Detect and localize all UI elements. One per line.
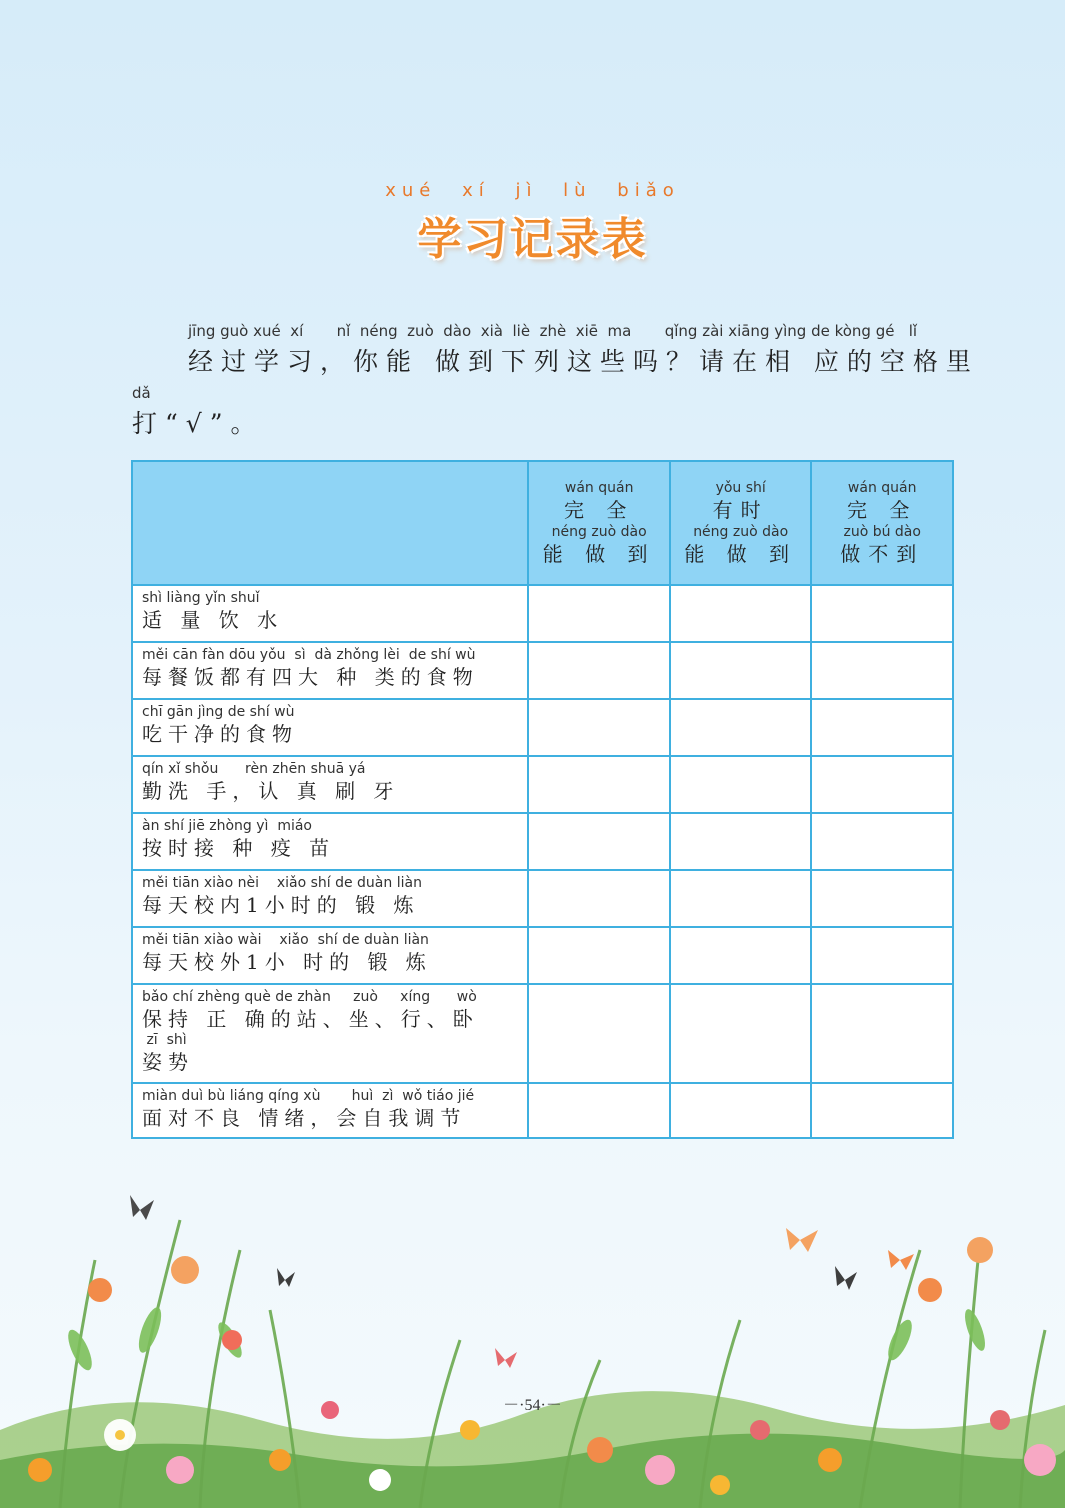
check-cell[interactable] [528,642,670,699]
check-cell[interactable] [670,756,812,813]
instruction-pinyin-1: jīng guò xué xí nǐ néng zuò dào xià liè zhè xiē ma qǐng zài xiāng yìng de kòng gé lǐ [188,322,918,340]
check-cell[interactable] [670,870,812,927]
instruction-text-1: 经过学习，你能 做到下列这些吗？请在相 应的空格里 [188,347,979,376]
check-cell[interactable] [811,984,953,1083]
row-label: měi tiān xiào wài xiǎo shí de duàn liàn 每天校外1小 时的 锻 炼 [132,927,528,984]
row-label: chī gān jìng de shí wù 吃干净的食物 [132,699,528,756]
page-title: 学习记录表 [417,214,648,265]
page-title-block [0,180,1065,267]
check-cell[interactable] [670,813,812,870]
row-label: měi cān fàn dōu yǒu sì dà zhǒng lèi de shí wù 每餐饭都有四大 种 类的食物 [132,642,528,699]
check-cell[interactable] [670,585,812,642]
check-cell[interactable] [811,756,953,813]
check-cell[interactable] [528,699,670,756]
check-cell[interactable] [811,927,953,984]
check-cell[interactable] [670,984,812,1083]
header-blank-cell [132,461,528,585]
page-number: －·54·－ [503,1397,562,1414]
table-row [132,642,953,699]
check-cell[interactable] [528,984,670,1083]
table-row [132,813,953,870]
row-label: bǎo chí zhèng què de zhàn zuò xíng wò 保持 正 确的站、坐、行、卧 zī shì 姿势 [132,984,528,1083]
check-cell[interactable] [528,756,670,813]
header-sometimes-can: yǒu shí 有时 néng zuò dào 能 做 到 [670,461,812,585]
title-pinyin: xué xí jì lù biǎo [385,180,680,201]
table-header-row [132,461,953,585]
check-cell[interactable] [670,642,812,699]
table-row [132,699,953,756]
check-cell[interactable] [811,870,953,927]
check-cell[interactable] [528,585,670,642]
table-row [132,984,953,1083]
check-cell[interactable] [528,927,670,984]
row-label: miàn duì bù liáng qíng xù huì zì wǒ tiáo jié 面对不良 情绪，会自我调节 [132,1083,528,1138]
instruction-pinyin-2: dǎ [132,384,151,402]
row-label: qín xǐ shǒu rèn zhēn shuā yá 勤洗 手，认 真 刷 牙 [132,756,528,813]
check-cell[interactable] [811,813,953,870]
instruction-paragraph [132,322,979,442]
check-cell[interactable] [670,927,812,984]
check-cell[interactable] [811,642,953,699]
row-label: shì liàng yǐn shuǐ 适 量 饮 水 [132,585,528,642]
record-table [131,460,954,1139]
table-row [132,585,953,642]
check-cell[interactable] [670,699,812,756]
check-cell[interactable] [811,699,953,756]
check-cell[interactable] [811,585,953,642]
check-cell[interactable] [528,813,670,870]
table-row [132,870,953,927]
flower-meadow-illustration [0,1130,1065,1508]
check-cell[interactable] [528,870,670,927]
row-label: àn shí jiē zhòng yì miáo 按时接 种 疫 苗 [132,813,528,870]
header-fully-can: wán quán 完 全 néng zuò dào 能 做 到 [528,461,670,585]
table-row [132,927,953,984]
header-cannot: wán quán 完 全 zuò bú dào 做不到 [811,461,953,585]
row-label: měi tiān xiào nèi xiǎo shí de duàn liàn 每天校内1小时的 锻 炼 [132,870,528,927]
instruction-text-2: 打“√”。 [132,409,264,438]
table-row [132,756,953,813]
